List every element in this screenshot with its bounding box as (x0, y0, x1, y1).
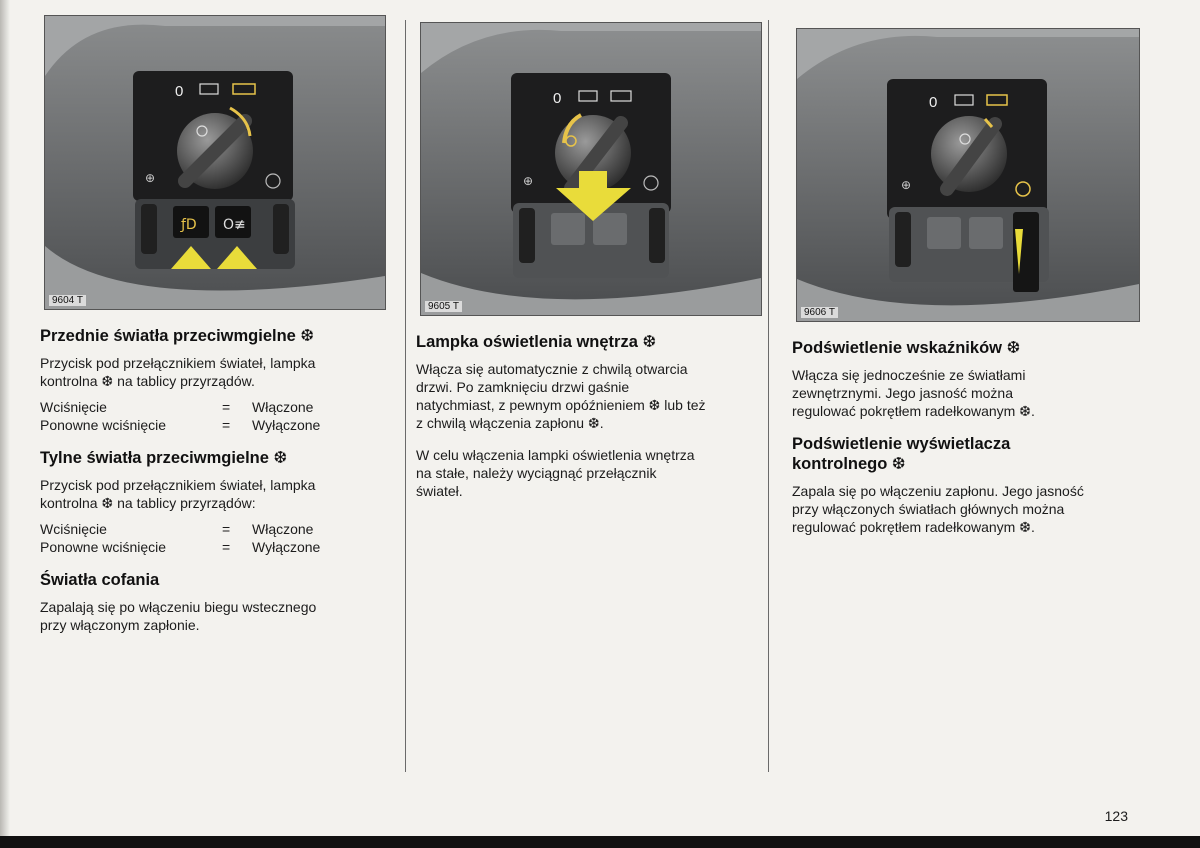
reverse-desc-2: przy włączonym zapłonie. (40, 617, 200, 633)
svg-text:⊕: ⊕ (145, 171, 156, 185)
row-key: Ponowne wciśnięcie (40, 417, 167, 433)
dashboard-illustration (797, 29, 1139, 321)
page-number: 123 (1104, 808, 1128, 824)
column-1-text (40, 326, 390, 634)
svg-text:⊕: ⊕ (901, 178, 912, 192)
display-line: Zapala się po włączeniu zapłonu. Jego jasność (792, 483, 1084, 499)
scan-bottom-edge (0, 836, 1200, 848)
front-fog-row (40, 398, 390, 416)
svg-text:ƒD: ƒD (181, 217, 197, 233)
reverse-desc-1: Zapalają się po włączeniu biegu wstecznego (40, 599, 317, 615)
svg-text:O≢: O≢ (223, 217, 246, 233)
interior-line: drzwi. Po zamknięciu drzwi gaśnie (416, 379, 630, 395)
front-fog-row (40, 416, 390, 434)
figure-label: 9604 T (49, 295, 86, 306)
gauges-line: regulować pokrętłem radełkowanym ❆. (792, 403, 1035, 419)
page-edge-shadow (0, 0, 10, 848)
gauges-line: zewnętrznymi. Jego jasność można (792, 385, 1013, 401)
section-title-rear-fog: Tylne światła przeciwmgielne ❆ (40, 449, 288, 467)
row-equals: = (222, 417, 231, 433)
display-line: przy włączonych światłach głównych można (792, 501, 1065, 517)
brightness-thumbwheel[interactable] (1013, 212, 1039, 292)
row-key: Ponowne wciśnięcie (40, 539, 167, 555)
section-title-front-fog: Przednie światła przeciwmgielne ❆ (40, 327, 315, 345)
dial-zero-label: 0 (553, 90, 562, 107)
figure-label: 9606 T (801, 307, 838, 318)
figure-label: 9605 T (425, 301, 462, 312)
interior-line: natychmiast, z pewnym opóźnieniem ❆ lub też (416, 397, 706, 413)
row-value: Wyłączone (252, 417, 321, 433)
row-value: Wyłączone (252, 539, 321, 555)
dashboard-illustration (45, 16, 385, 309)
gauges-line: Włącza się jednocześnie ze światłami (792, 367, 1026, 383)
section-title-interior-light: Lampka oświetlenia wnętrza ❆ (416, 333, 657, 351)
dashboard-illustration (421, 23, 761, 315)
column-divider (405, 20, 406, 772)
row-key: Wciśnięcie (40, 399, 107, 415)
interior-line: W celu włączenia lampki oświetlenia wnętrza (416, 447, 695, 463)
dial-zero-label: 0 (175, 83, 184, 100)
dial-zero-label: 0 (929, 94, 938, 111)
row-equals: = (222, 521, 231, 537)
interior-line: Włącza się automatycznie z chwilą otwarcia (416, 361, 688, 377)
rear-fog-row (40, 520, 390, 538)
rear-fog-desc-2: kontrolna ❆ na tablicy przyrządów: (40, 495, 256, 511)
figure-gauge-illumination (796, 28, 1140, 322)
section-title-gauges: Podświetlenie wskaźników ❆ (792, 339, 1021, 357)
front-fog-desc-1: Przycisk pod przełącznikiem świateł, lampka (40, 355, 316, 371)
column-divider (768, 20, 769, 772)
figure-fog-light-switch (44, 15, 386, 310)
row-equals: = (222, 399, 231, 415)
section-title-display-2: kontrolnego ❆ (792, 455, 906, 473)
interior-line: na stałe, należy wyciągnąć przełącznik (416, 465, 657, 481)
section-title-display: Podświetlenie wyświetlacza (792, 435, 1011, 453)
figure-interior-light-switch (420, 22, 762, 316)
column-3-text (792, 338, 1142, 536)
front-fog-desc-2: kontrolna ❆ na tablicy przyrządów. (40, 373, 255, 389)
interior-line: z chwilą włączenia zapłonu ❆. (416, 415, 604, 431)
row-equals: = (222, 539, 231, 555)
display-line: regulować pokrętłem radełkowanym ❆. (792, 519, 1035, 535)
row-value: Włączone (252, 399, 314, 415)
rear-fog-desc-1: Przycisk pod przełącznikiem świateł, lampka (40, 477, 316, 493)
rear-fog-row (40, 538, 390, 556)
svg-text:⊕: ⊕ (523, 174, 534, 188)
row-key: Wciśnięcie (40, 521, 107, 537)
column-2-text (416, 332, 761, 500)
row-value: Włączone (252, 521, 314, 537)
section-title-reverse: Światła cofania (40, 571, 160, 589)
interior-line: świateł. (416, 483, 463, 499)
